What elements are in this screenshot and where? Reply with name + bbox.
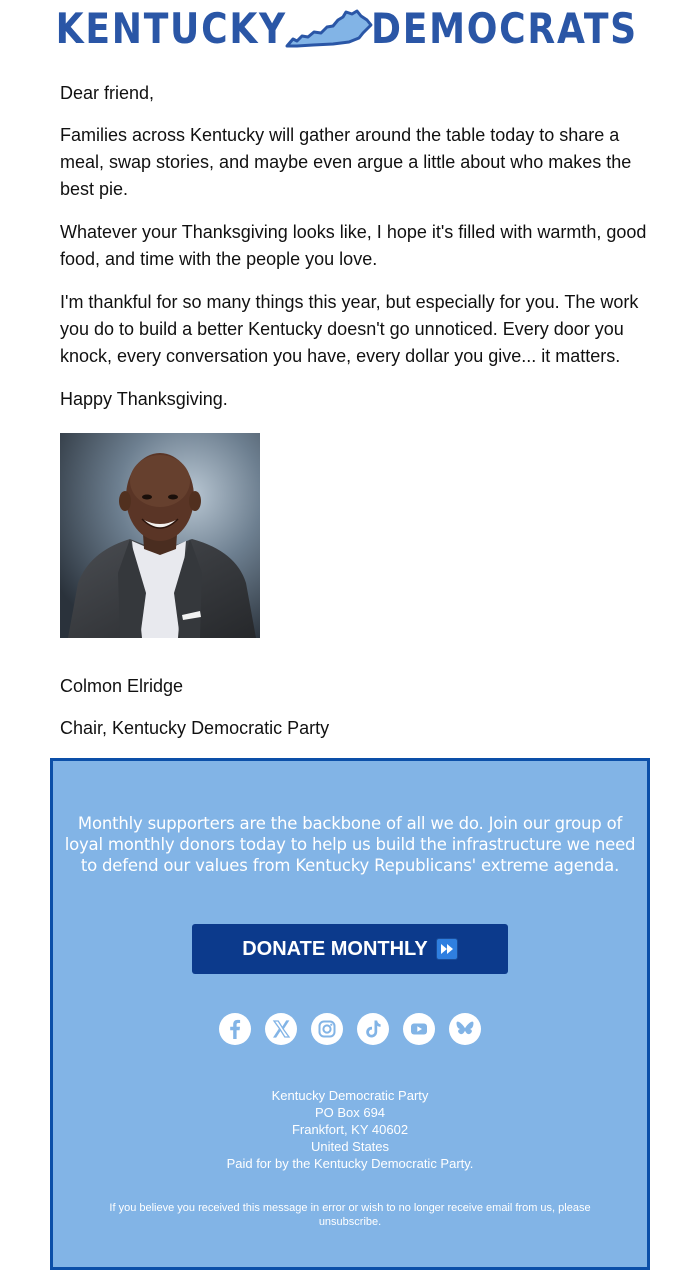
donate-monthly-button[interactable] bbox=[192, 924, 508, 974]
signature-name: Colmon Elridge bbox=[60, 676, 184, 696]
mailing-address bbox=[53, 1087, 647, 1172]
header-logo[interactable] bbox=[0, 6, 700, 52]
donate-monthly-label: DONATE MONTHLY bbox=[242, 937, 428, 960]
kentucky-state-icon bbox=[283, 6, 375, 52]
bluesky-icon[interactable] bbox=[449, 1013, 481, 1045]
closing: Happy Thanksgiving. bbox=[60, 389, 228, 409]
unsubscribe-notice[interactable] bbox=[83, 1201, 617, 1229]
monthly-donor-pitch: Monthly supporters are the backbone of all we do. Join our group of loyal monthly donors today to help us build the infrastructure we need to defend our values from Kentucky Republicans' extreme agenda. bbox=[64, 814, 636, 875]
address-po-box: PO Box 694 bbox=[314, 1105, 386, 1120]
signature-title: Chair, Kentucky Democratic Party bbox=[60, 718, 330, 738]
paragraph-2: Whatever your Thanksgiving looks like, I hope it's filled with warmth, good food, and time with the people you love. bbox=[60, 222, 647, 269]
address-org: Kentucky Democratic Party bbox=[271, 1088, 429, 1103]
address-city: Frankfort, KY 40602 bbox=[291, 1122, 409, 1137]
address-country: United States bbox=[310, 1139, 390, 1154]
chair-portrait bbox=[60, 433, 260, 638]
paid-for-disclaimer: Paid for by the Kentucky Democratic Party. bbox=[226, 1156, 474, 1171]
social-links bbox=[53, 1013, 647, 1045]
instagram-icon[interactable] bbox=[311, 1013, 343, 1045]
portrait-illustration bbox=[60, 433, 260, 638]
x-icon[interactable] bbox=[265, 1013, 297, 1045]
facebook-icon[interactable] bbox=[219, 1013, 251, 1045]
logo-text-democrats: DEMOCRATS bbox=[371, 4, 639, 53]
footer-panel bbox=[50, 758, 650, 1270]
greeting: Dear friend, bbox=[60, 83, 155, 103]
logo-text-kentucky: KENTUCKY bbox=[55, 4, 288, 53]
tiktok-icon[interactable] bbox=[357, 1013, 389, 1045]
letter-body bbox=[60, 80, 650, 429]
fast-forward-icon bbox=[436, 938, 458, 960]
paragraph-3: I'm thankful for so many things this year, but especially for you. The work you do to build a better Kentucky doesn't go unnoticed. Every door you knock, every conversation you have, every dollar you give... it matters. bbox=[60, 292, 639, 366]
unsubscribe-link[interactable]: If you believe you received this message in error or wish to no longer receive email from us, please unsubscribe. bbox=[109, 1202, 591, 1228]
youtube-icon[interactable] bbox=[403, 1013, 435, 1045]
paragraph-1: Families across Kentucky will gather around the table today to share a meal, swap stories, and maybe even argue a little about who makes the best pie. bbox=[60, 125, 632, 199]
